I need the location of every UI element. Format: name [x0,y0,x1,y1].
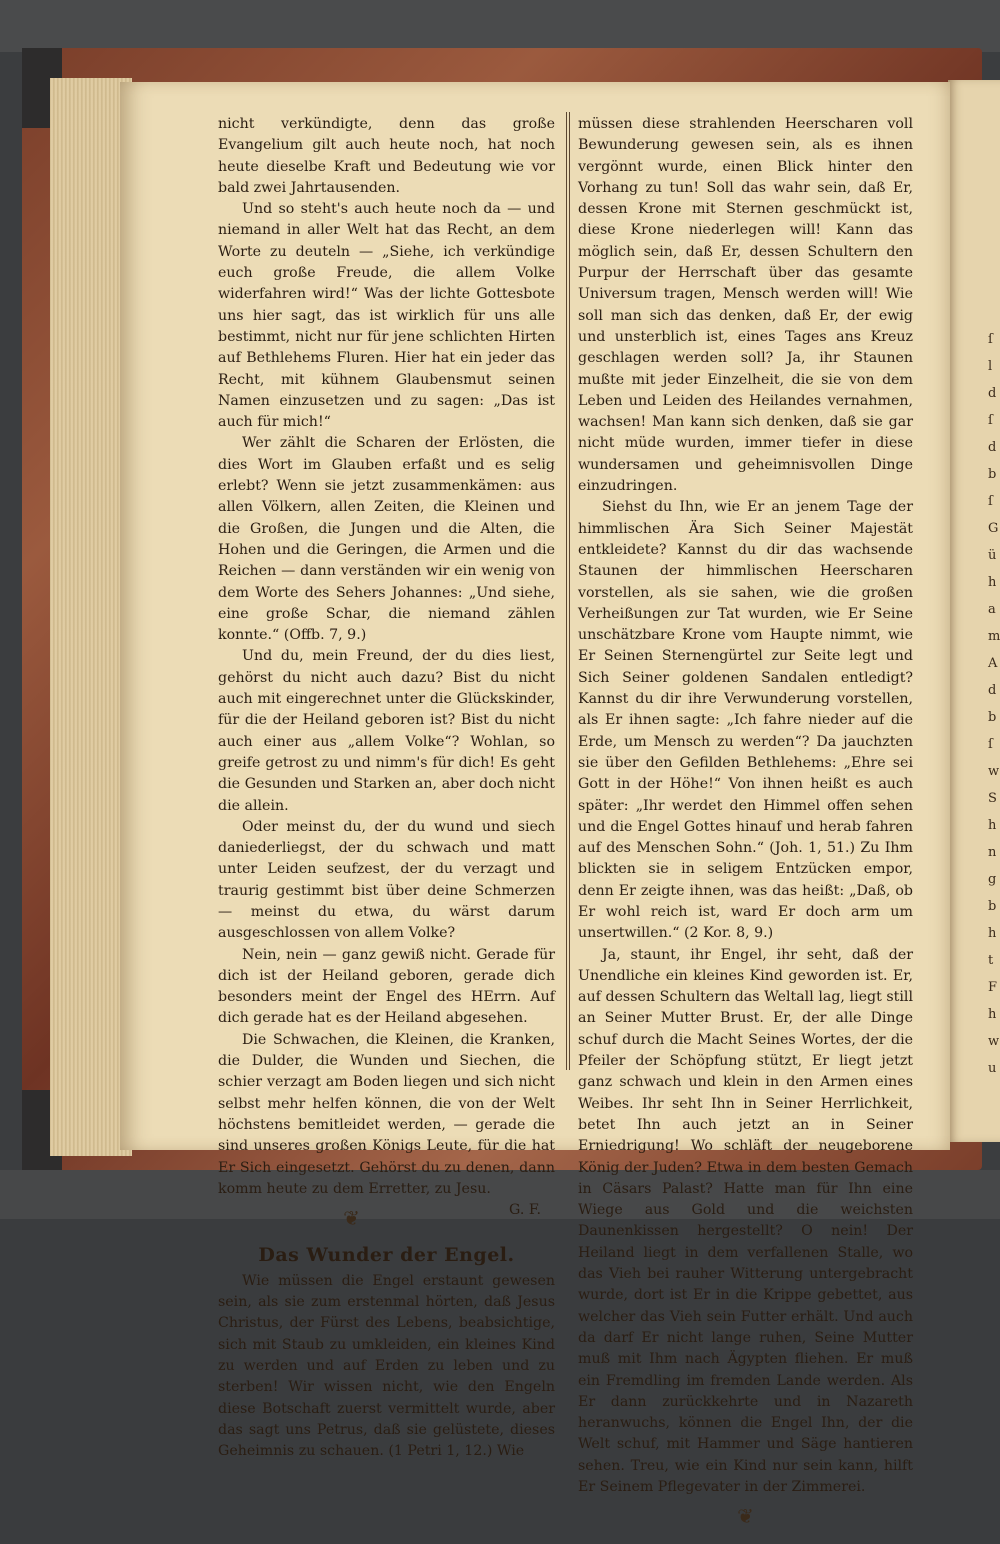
facing-page-fragment: d [988,440,997,455]
paragraph: Siehst du Ihn, wie Er an jenem Tage der himmlischen Ära Sich Seiner Majestät entkleidete? Kannst du dir das wachsende Staunen der himmlischen Heerscharen vorstellen, als sie sahen, wie die großen Verheißungen zur Tat wurden, wie Er Seine unschätzbare Krone vom Haupte nimmt, wie Er Seinen Sternengürtel zur Seite legt und Sich Seiner goldenen Sandalen entledigt? Kannst du dir ihre Verwunderung vorstellen, als Er ihnen sagte: „Ich fahre nieder auf die Erde, um Mensch zu werden“? Da jauchzten sie über den Gefilden Bethlehems: „Ehre sei Gott in der Höhe!“ Von ihnen heißt es auch später: „Ihr werdet den Himmel offen sehen und die Engel Gottes hinauf und herab fahren auf des Menschen Sohn.“ (Joh. 1, 51.) Zu Ihm blickten sie in seligem Entzücken empor, denn Er zeigte ihnen, was das heißt: „Daß, ob Er wohl reich ist, ward Er doch arm um unsertwillen.“ (2 Kor. 8, 9.) [578,499,913,942]
facing-page-fragment: h [988,818,997,833]
paragraph: Ja, staunt, ihr Engel, ihr seht, daß der Unendliche ein kleines Kind geworden ist. Er, auf dessen Schultern das Weltall lag, liegt still an Seiner Mutter Brust. Er, der alle Dinge schuf durch die Macht Seines Wortes, der die Pfeiler der Schöpfung stützt, Er liegt jetzt ganz schwach und klein in den Armen eines Weibes. Ihr seht Ihn in Seiner Herrlichkeit, betet Ihn auch jetzt an in Seiner Erniedrigung! Wo schläft der neugeborene König der Juden? Etwa in dem besten Gemach in Cäsars Palast? Hatte man für Ihn eine Wiege aus Gold und die weichsten Daunenkissen hergestellt? O nein! Der Heiland liegt in dem verfallenen Stalle, wo das Vieh bei rauher Witterung untergebracht wurde, dort ist Er in die Krippe gebettet, aus welcher das Vieh sein Futter erhält. Und auch da darf Er nicht lange ruhen, Seine Mutter muß mit Ihm nach Ägypten fliehen. Er muß ein Fremdling im fremden Lande werden. Als Er dann zurückkehrte und in Nazareth heranwuchs, können die Engel Ihn, der die Welt schuf, mit Hammer und Säge hantieren sehen. Treu, wie ein Kind nur sein kann, hilft Er Seinem Pflegevater in der Zimmerei. [578,946,913,1495]
facing-page-fragment: ſ [988,332,993,347]
facing-page-fragment: h [988,926,997,941]
facing-page-fragment: a [988,602,996,617]
paragraph: Wer zählt die Scharen der Erlösten, die dies Wort im Glauben erfaßt und es selig erlebt? Wenn sie jetzt zusammenkämen: aus allen Völkern, allen Zeiten, die Kleinen und die Großen, die Jungen und die Alten, die Hohen und die Geringen, die Armen und die Reichen — dann verständen wir ein wenig von dem Worte des Sehers Johannes: „Und siehe, eine große Schar, die niemand zählen konnte.“ (Offb. 7, 9.) [218,435,555,644]
paragraph: Oder meinst du, der du wund und siech daniederliegst, der du schwach und matt unter Leiden seufzest, der du verzagt und traurig gestimmt bist über deine Schmerzen — meinst du etwa, du wärst darum ausgeschlossen von allem Volke? [218,818,555,942]
facing-page-fragment: n [988,845,997,860]
facing-page-fragment: l [988,359,993,374]
facing-page-fragment: G [988,521,999,536]
facing-page-fragment: F [988,980,998,995]
right-column [578,114,913,1544]
facing-page-fragment: w [988,1034,1000,1049]
facing-page-fragment: ü [988,548,997,563]
paragraph [218,1030,555,1219]
column-divider [566,112,570,1070]
facing-page-fragment: u [988,1061,997,1076]
paragraph-text: Die Schwachen, die Kleinen, die Kranken, die Dulder, die Wunden und Siechen, die schier verzagt am Boden liegen und sich nicht selbst mehr helfen können, die von der Welt höchstens bemitleidet werden, — gerade die sind unseres großen Königs Leute, für die hat Er Sich eingesetzt. Gehörst du zu denen, dann komm heute zu dem Erretter, zu Jesu. [218,1031,555,1197]
facing-page-fragment: ſ [988,737,993,752]
facing-page-fragment: ſ [988,413,993,428]
facing-page-fragment: b [988,710,997,725]
facing-page-fragment: S [988,791,997,806]
facing-page-edge [948,80,1000,1142]
facing-page-fragment: m [988,629,1000,644]
ornament-icon: ❦ [343,1206,360,1231]
paragraph: Und du, mein Freund, der du dies liest, gehörst du nicht auch dazu? Bist du nicht auch mit eingerechnet unter die Glückskinder, für die der Heiland geboren ist? Bist du nicht auch einer aus „allem Volke“? Wohlan, so greife getrost zu und nimm's für dich! Es geht die Gesunden und Starken an, aber doch nicht die allein. [218,648,555,814]
article-title: Das Wunder der Engel. [258,1244,515,1267]
left-column [218,114,555,1462]
facing-page-fragment: w [988,764,1000,779]
facing-page-fragment: d [988,683,997,698]
paragraph: Nein, nein — ganz gewiß nicht. Gerade für dich ist der Heiland geboren, gerade dich besonders meint der Engel des HErrn. Auf dich gerade hat es der Heiland abgesehen. [218,946,555,1027]
facing-page-fragment: ſ [988,494,993,509]
scanner-top-edge [0,0,1000,52]
facing-page-fragment: d [988,386,997,401]
facing-page-fragment: h [988,1007,997,1022]
author-signature: G. F. [509,1202,541,1219]
facing-page-fragment: b [988,467,997,482]
facing-page-fragment: A [988,656,998,671]
facing-page-fragment: t [988,953,994,968]
paragraph: Und so steht's auch heute noch da — und niemand in aller Welt hat das Recht, an dem Worte zu deuteln — „Siehe, ich verkündige euch große Freude, die allem Volke widerfahren wird!“ Was der lichte Gottesbote uns hier sagt, das ist wirklich für uns alle bestimmt, nicht nur für jene schlichten Hirten auf Bethlehems Fluren. Hier hat ein jeder das Recht, mit kühnem Glaubensmut seinen Namen einzusetzen und zu sagen: „Das ist auch für mich!“ [218,201,555,431]
facing-page-fragment: g [988,872,997,887]
paragraph: Wie müssen die Engel erstaunt gewesen sein, als sie zum erstenmal hörten, daß Jesus Christus, der Fürst des Lebens, beabsichtige, sich mit Staub zu umkleiden, ein kleines Kind zu werden und auf Erden zu leben und zu sterben! Wir wissen nicht, wie den Engeln diese Botschaft zuerst vermittelt wurde, aber das sagt uns Petrus, daß sie gelüstete, dieses Geheimnis zu schauen. (1 Petri 1, 12.) Wie [218,1272,555,1460]
paragraph: nicht verkündigte, denn das große Evangelium gilt auch heute noch, hat noch heute dieselbe Kraft und Bedeutung wie vor bald zwei Jahrtausenden. [218,116,555,196]
paragraph: müssen diese strahlenden Heerscharen voll Bewunderung gewesen sein, als es ihnen vergönnt wurde, einen Blick hinter den Vorhang zu tun! Soll das wahr sein, daß Er, dessen Krone mit Sternen geschmückt ist, diese Krone niederlegen will! Kann das möglich sein, daß Er, dessen Schultern den Purpur der Herrschaft über das gesamte Universum tragen, Mensch werden will! Wie soll man sich das denken, daß Er, der ewig und unsterblich ist, eines Tages ans Kreuz geschlagen werden soll? Ja, ihr Staunen mußte mit jeder Einzelheit, die sie von dem Leben und Leiden des Heilandes vernahmen, wachsen! Man kann sich denken, daß sie gar nicht müde wurden, immer tiefer in diese wundersamen und geheimnisvollen Dinge einzudringen. [578,116,913,495]
facing-page-fragment: b [988,899,997,914]
facing-page-fragment: h [988,575,997,590]
ornament-icon: ❦ [737,1504,754,1529]
